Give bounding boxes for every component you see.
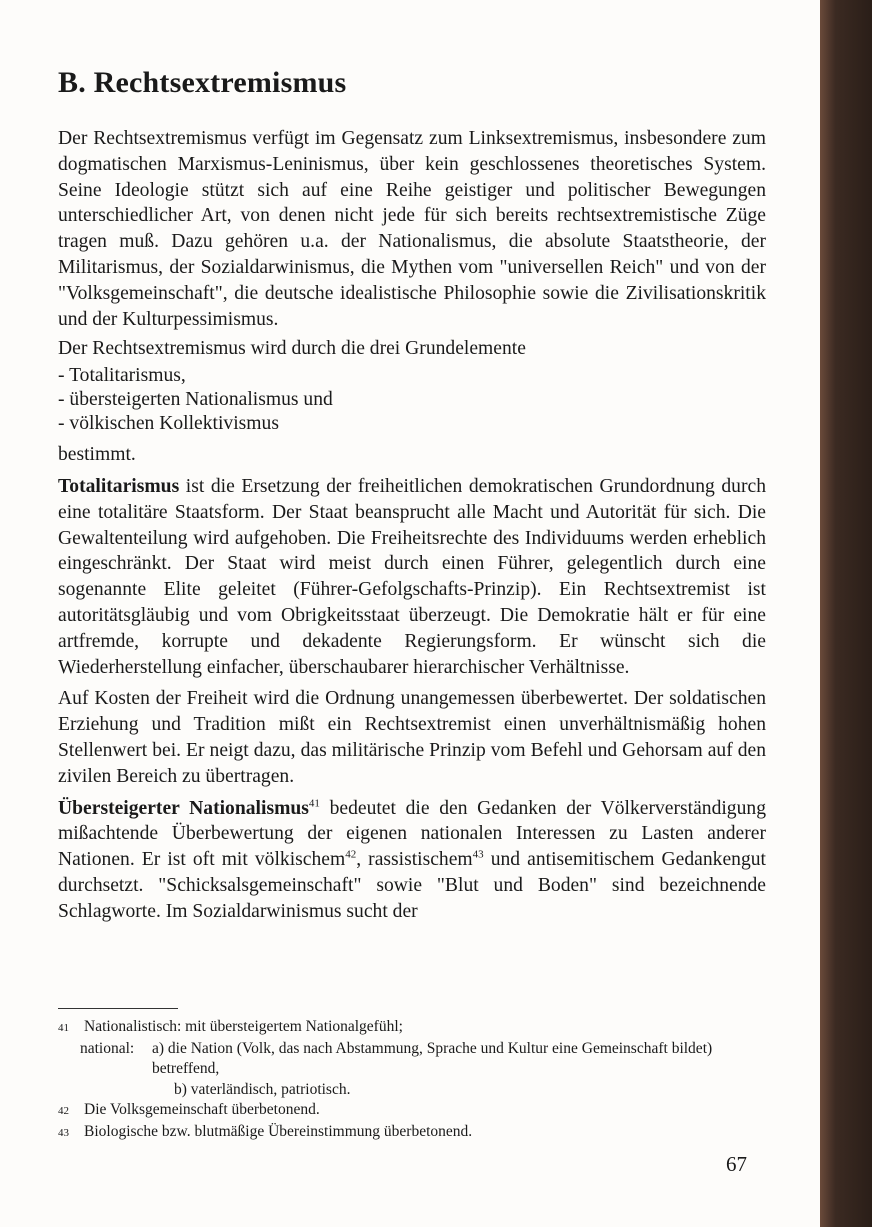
section-heading: B. Rechtsextremismus	[58, 66, 347, 99]
paragraph-nationalismus	[58, 796, 766, 925]
footnote-ref-43[interactable]: 43	[472, 848, 484, 861]
paragraph-totalitarismus	[58, 474, 766, 680]
footnote-ref-42[interactable]: 42	[345, 848, 357, 861]
footnote-43	[58, 1122, 758, 1144]
footnote-42	[58, 1100, 758, 1122]
term-nationalismus: Übersteigerter Nationalismus	[58, 797, 309, 819]
nationalismus-text-1: bedeutet die den Gedanken der Völkerverständigung mißachtende Überbewertung der eigenen nationalen Interessen zu Lasten anderer Nationen. Er ist oft mit völkischem	[58, 797, 766, 871]
footnote-number: 42	[58, 1105, 69, 1117]
paragraph-intro: Der Rechtsextremismus verfügt im Gegensatz zum Linksextremismus, insbesondere zum dogmatischen Marxismus-Leninismus, über kein geschlossenes theoretisches System. Seine Ideologie stützt sich auf eine Reihe geistiger und politischer Bewegungen unterschiedlicher Art, von denen nicht jede für sich bereits rechtsextremistische Züge tragen muß. Dazu gehören u.a. der Nationalismus, die absolute Staatstheorie, der Militarismus, der Sozialdarwinismus, die Mythen vom "universellen Reich" und von der "Volksgemeinschaft", die deutsche idealistische Philosophie sowie die Zivilisationskritik und der Kulturpessimismus.	[58, 128, 766, 330]
footnote-text: b) vaterländisch, patriotisch.	[174, 1080, 351, 1098]
list-item: - Totalitarismus,	[58, 365, 186, 387]
book-spine-shadow	[820, 0, 872, 1227]
list-item: - übersteigerten Nationalismus und	[58, 389, 333, 411]
footnote-text: Nationalistisch: mit übersteigertem Nationalgefühl;	[84, 1018, 403, 1035]
paragraph-ordnung: Auf Kosten der Freiheit wird die Ordnung unangemessen überbewertet. Der soldatischen Erziehung und Tradition mißt ein Rechtsextremist einen unverhältnismäßig hohen Stellenwert bei. Er neigt dazu, das militärische Prinzip vom Befehl und Gehorsam auf den zivilen Bereich zu übertragen.	[58, 688, 766, 787]
footnote-41-definition	[58, 1039, 758, 1101]
footnote-number: 43	[58, 1126, 69, 1139]
totalitarismus-text: ist die Ersetzung der freiheitlichen demokratischen Grundordnung durch eine totalitäre Staatsform. Der Staat beansprucht alle Macht und Autorität für sich. Die Gewaltenteilung wird aufgehoben. Die Freiheitsrechte des Individuums werden erheblich eingeschränkt. Der Staat wird meist durch einen Führer, gelegentlich durch eine sogenannte Elite geleitet (Führer-Gefolgschafts-Prinzip). Ein Rechtsextremist ist autoritätsgläubig und vom Obrigkeitsstaat überzeugt. Die Demokratie hält er für eine artfremde, korrupte und dekadente Regierungsform. Er wünscht sich die Wiederherstellung einfacher, überschaubarer hierarchischer Verhältnisse.	[58, 475, 766, 678]
nationalismus-text-3: und antisemitischem Gedankengut durchsetzt. "Schicksalsgemeinschaft" sowie "Blut und Boden" sind bezeichnende Schlagworte. Im Sozialdarwinismus sucht der	[58, 849, 766, 922]
footnote-ref-41[interactable]: 41	[308, 797, 320, 809]
footnote-divider	[58, 1008, 178, 1009]
footnote-41	[58, 1017, 758, 1039]
footnote-text: Die Volksgemeinschaft überbetonend.	[84, 1101, 320, 1118]
list-item: - völkischen Kollektivismus	[58, 413, 279, 435]
grundelemente-list	[58, 364, 766, 436]
footnote-label: national:	[80, 1039, 135, 1057]
paragraph-grundelemente: Der Rechtsextremismus wird durch die drei Grundelemente	[58, 338, 526, 360]
footnotes	[58, 1008, 758, 1143]
footnote-number: 41	[58, 1022, 69, 1034]
page-number: 67	[726, 1152, 747, 1176]
nationalismus-text-2: , rassistischem	[356, 849, 473, 871]
footnote-text: a) die Nation (Volk, das nach Abstammung, Sprache und Kultur eine Gemeinschaft bildet) betreffend,	[152, 1039, 713, 1077]
page-content	[58, 66, 766, 931]
term-totalitarismus: Totalitarismus	[58, 475, 180, 497]
footnote-text: Biologische bzw. blutmäßige Übereinstimmung überbetonend.	[84, 1122, 473, 1140]
paragraph-bestimmt: bestimmt.	[58, 444, 136, 466]
